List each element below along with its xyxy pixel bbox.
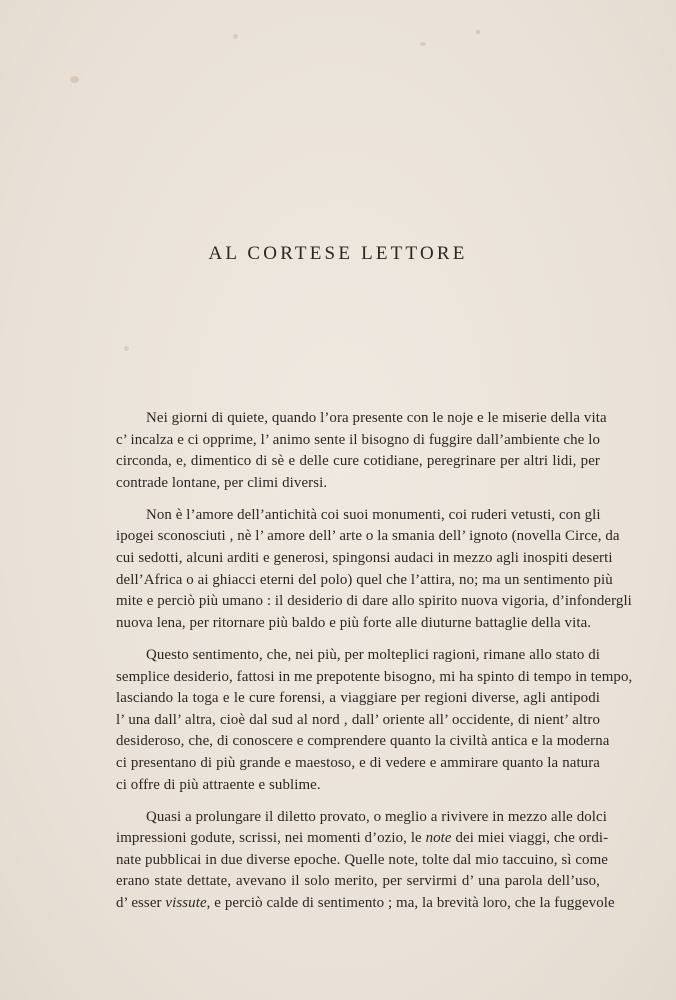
text-line: Non è l’amore dell’antichità coi suoi monumenti, coi ruderi vetusti, con gli [146, 506, 601, 523]
text-line: semplice desiderio, fattosi in me prepotente bisogno, mi ha spinto di tempo in tempo, [116, 668, 633, 685]
paragraph-4 [86, 807, 615, 915]
foxing-stain [233, 34, 238, 39]
text-line [86, 828, 609, 850]
text-segment: , e perciò calde di sentimento ; ma, la brevità loro, che la fuggevole [206, 894, 615, 911]
text-line: contrade lontane, per climi diversi. [116, 474, 328, 491]
paragraph-1 [86, 408, 607, 494]
foxing-stain [420, 42, 426, 46]
text-line: l’ una dall’ altra, cioè dal sud al nord , dall’ oriente all’ occidente, di nient’ altro [116, 711, 600, 728]
text-segment: impressioni godute, scrissi, nei momenti d’ozio, le [116, 830, 422, 847]
text-line: Quasi a prolungare il diletto provato, o meglio a rivivere in mezzo alle dolci [146, 808, 607, 825]
text-line [86, 893, 615, 915]
paragraph-2 [86, 505, 632, 635]
text-line: ipogei sconosciuti , nè l’ amore dell’ arte o la smania dell’ ignoto (novella Circe, da [116, 528, 620, 545]
foxing-stain [124, 346, 129, 351]
text-line: nuova lena, per ritornare più baldo e più forte alle diuturne battaglie della vita. [116, 614, 592, 631]
italic-word: note [425, 830, 452, 847]
foxing-stain [476, 30, 480, 34]
text-line: erano state dettate, avevano il solo merito, per servirmi d’ una parola dell’uso, [116, 873, 600, 890]
paragraph-3 [86, 645, 633, 796]
text-line: ci presentano di più grande e maestoso, e di vedere e ammirare quanto la natura [116, 754, 600, 771]
page-title: AL CORTESE LETTORE [208, 243, 468, 264]
text-line: c’ incalza e ci opprime, l’ animo sente il bisogno di fuggire dall’ambiente che lo [116, 431, 600, 448]
text-line: mite e perciò più umano : il desiderio di dare allo spirito nuova vigoria, d’infondergli [116, 593, 632, 610]
text-line: nate pubblicai in due diverse epoche. Quelle note, tolte dal mio taccuino, sì come [116, 851, 608, 868]
text-line: lasciando la toga e le cure forensi, a viaggiare per regioni diverse, agli antipodi [116, 690, 600, 707]
text-line: Nei giorni di quiete, quando l’ora presente con le noje e le miserie della vita [146, 410, 607, 426]
text-line: cui sedotti, alcuni arditi e generosi, spingonsi audaci in mezzo agli inospiti deserti [116, 550, 613, 567]
text-line: ci offre di più attraente e sublime. [116, 776, 321, 793]
text-line: circonda, e, dimentico di sè e delle cure cotidiane, peregrinare per altri lidi, per [116, 453, 600, 470]
body-text [86, 408, 633, 915]
text-line: Questo sentimento, che, nei più, per molteplici ragioni, rimane allo stato di [146, 646, 600, 663]
italic-word: vissute [165, 894, 207, 911]
text-segment: d’ esser [116, 894, 162, 911]
text-segment: dei miei viaggi, che ordi- [455, 830, 609, 847]
text-line: dell’Africa o ai ghiacci eterni del polo) quel che l’attira, no; ma un sentimento più [116, 571, 613, 588]
text-line: desideroso, che, di conoscere e comprendere quanto la civiltà antica e la moderna [116, 733, 610, 750]
foxing-stain [70, 76, 79, 83]
